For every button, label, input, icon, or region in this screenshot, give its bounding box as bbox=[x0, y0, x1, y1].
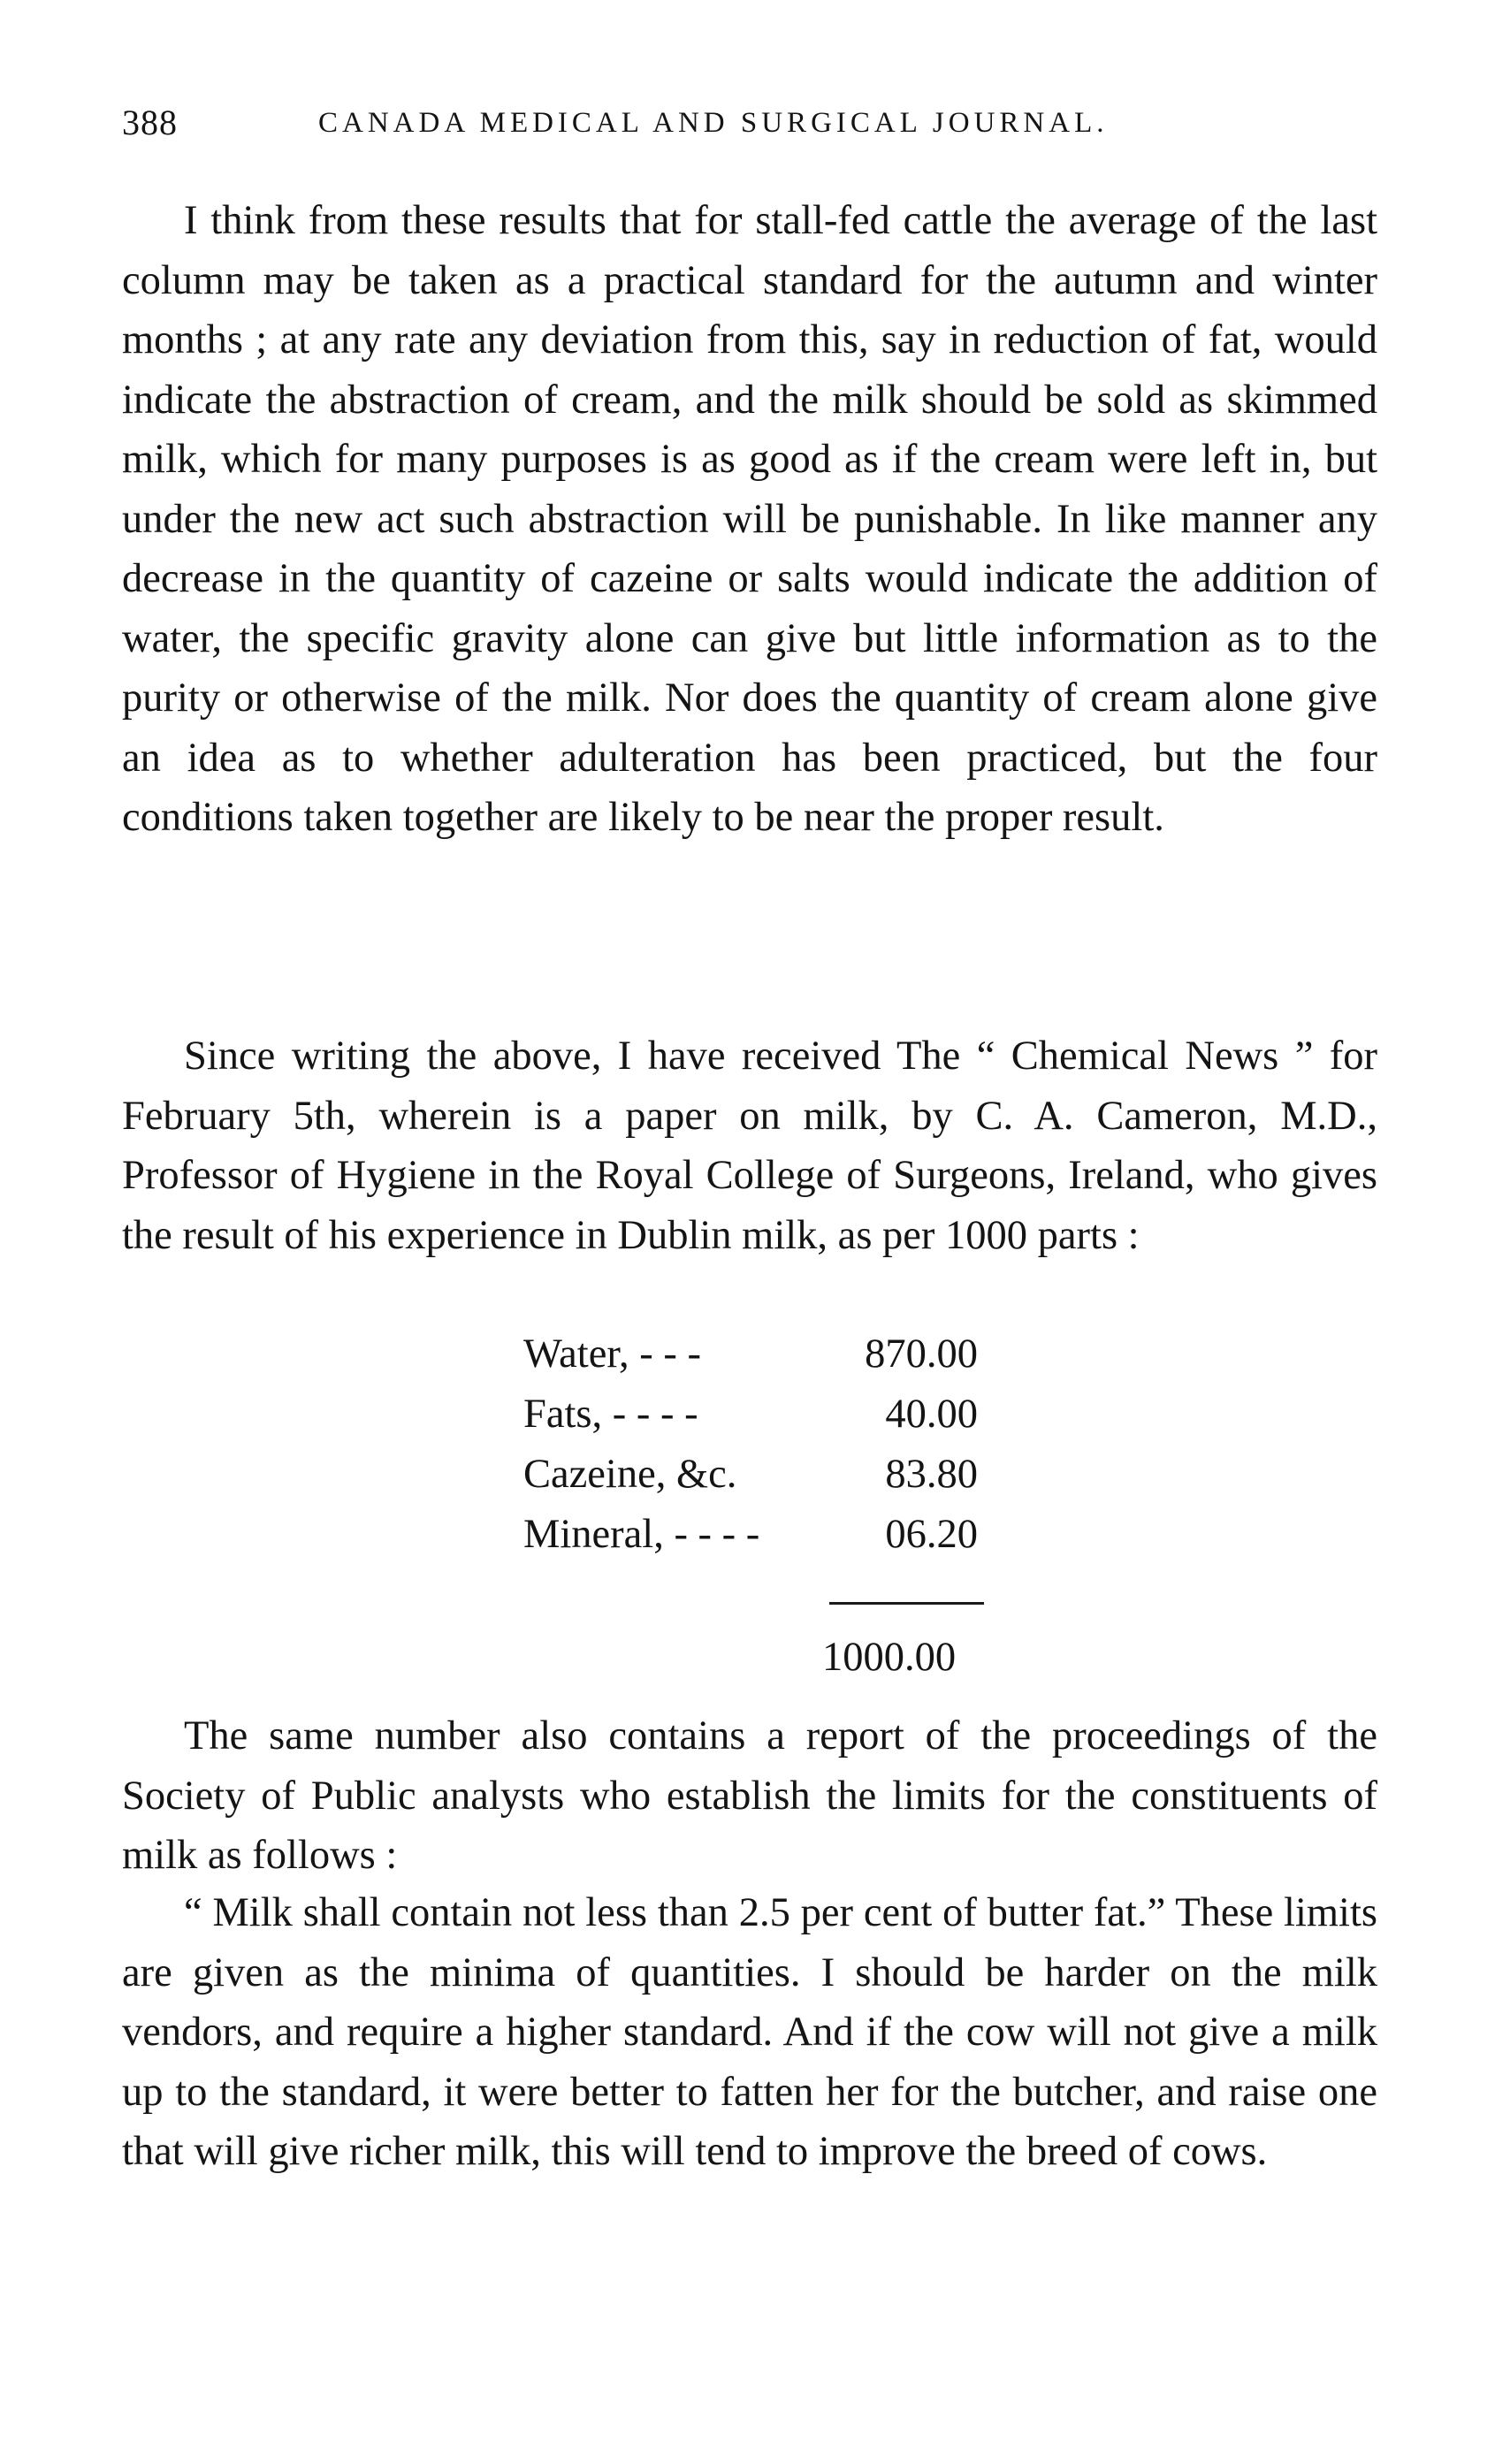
paragraph-text: I think from these results that for stall-fed cattle the average of the last column may be taken as a practical standard for the autumn and winter months ; at any rate any deviation from this, say in reduction of fat, would indicate the abstraction of cream, and the milk should be sold as skimmed milk, which for many purposes is as good as if the cream were left in, but under the new act such abstraction will be punishable. In like manner any decrease in the quantity of cazeine or salts would indicate the addition of water, the specific gravity alone can give but little information as to the purity or otherwise of the milk. Nor does the quantity of cream alone give an idea as to whether adulteration has been practiced, but the four conditions taken together are likely to be near the proper result. bbox=[122, 198, 1377, 840]
table-row bbox=[523, 1391, 1018, 1451]
paragraph-text: “ Milk shall contain not less than 2.5 per cent of butter fat.” These limits are given as the minima of quantities. I should be harder on the milk vendors, and require a higher standard. And if the cow will not give a milk up to the standard, it were better to fatten her for the butcher, and raise one that will give richer milk, this will tend to improve the breed of cows. bbox=[122, 1890, 1377, 2174]
row-label: Fats, - - - - bbox=[523, 1392, 698, 1437]
running-title: CANADA MEDICAL AND SURGICAL JOURNAL. bbox=[318, 107, 1109, 139]
paragraph-public-analysts bbox=[122, 1706, 1377, 1886]
paragraph-text: The same number also contains a report of the proceedings of the Society of Public analysts who establish the limits for the constituents of milk as follows : bbox=[122, 1713, 1377, 1878]
total-divider-rule bbox=[829, 1602, 984, 1605]
paragraph-chemical-news bbox=[122, 1026, 1377, 1265]
row-label: Mineral, - - - - bbox=[523, 1512, 760, 1557]
table-row bbox=[523, 1451, 1018, 1511]
milk-composition-table bbox=[523, 1331, 1018, 1571]
row-label: Cazeine, &c. bbox=[523, 1452, 737, 1497]
row-value: 06.20 bbox=[885, 1512, 978, 1557]
row-value: 40.00 bbox=[885, 1392, 978, 1437]
table-total: 1000.00 bbox=[822, 1635, 957, 1680]
page-header bbox=[122, 102, 1377, 155]
row-value: 83.80 bbox=[885, 1452, 978, 1497]
page-number: 388 bbox=[122, 103, 178, 142]
paragraph-stall-fed-cattle bbox=[122, 191, 1377, 848]
row-value: 870.00 bbox=[865, 1331, 978, 1377]
paragraph-butter-fat-limits bbox=[122, 1883, 1377, 2182]
table-row bbox=[523, 1331, 1018, 1391]
row-label: Water, - - - bbox=[523, 1331, 701, 1377]
paragraph-text: Since writing the above, I have received The “ Chemical News ” for February 5th, wherein is a paper on milk, by C. A. Cameron, M.D., Professor of Hygiene in the Royal College of Surgeons, Ireland, who gives the result of his experience in Dublin milk, as per 1000 parts : bbox=[122, 1034, 1377, 1258]
table-row bbox=[523, 1511, 1018, 1571]
